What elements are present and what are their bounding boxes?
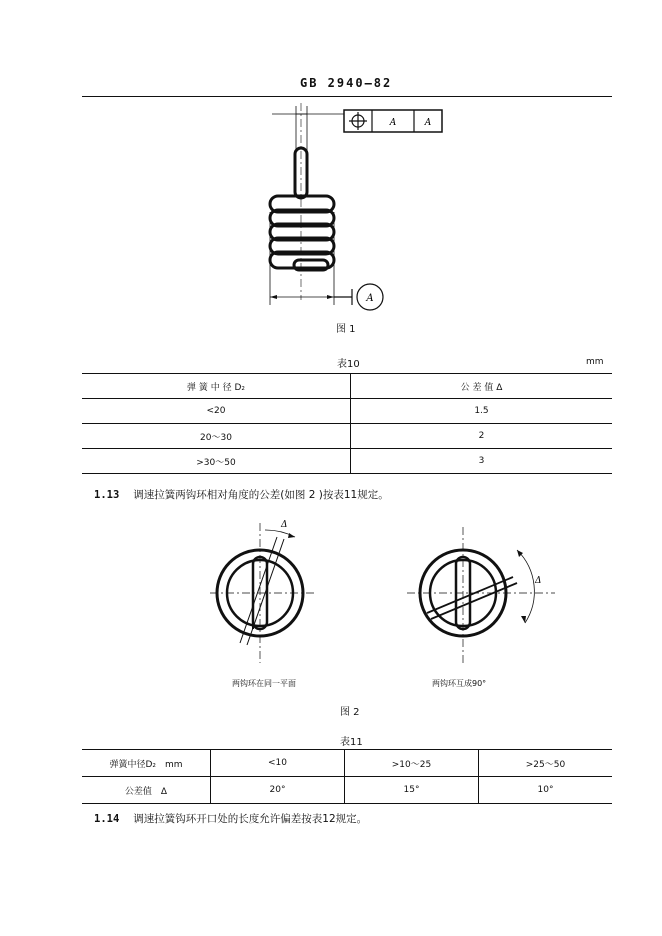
section-1-13: [94, 487, 389, 502]
figure-1-spring-drawing: [240, 100, 450, 315]
table-row: [82, 449, 612, 474]
table-cell: >25～50: [479, 750, 613, 777]
position-icon: [349, 112, 367, 130]
frame-datum: A: [424, 118, 432, 128]
table-cell: 3: [351, 449, 613, 474]
table-cell: 15°: [345, 777, 479, 804]
table-cell: 20～30: [82, 424, 351, 449]
figure-2-hook-angle-drawing: [195, 515, 575, 690]
table-10-unit: mm: [586, 357, 604, 367]
table-cell: 2: [351, 424, 613, 449]
table-cell: 弹簧中径D₂ mm: [82, 750, 211, 777]
table-cell: <20: [82, 399, 351, 424]
column-header-tolerance: 公 差 值 Δ: [351, 374, 613, 399]
table-row: [82, 777, 612, 804]
frame-value: A: [389, 118, 397, 128]
table-11-title: 表11: [340, 737, 363, 748]
table-row: [82, 399, 612, 424]
section-text: 调速拉簧钩环开口处的长度允许偏差按表12规定。: [133, 813, 368, 825]
table-cell: <10: [211, 750, 345, 777]
figure-1-caption: 图 1: [336, 324, 356, 335]
table-cell: 公差值 Δ: [82, 777, 211, 804]
angle-label-right: Δ: [535, 576, 542, 586]
table-10-title: 表10: [337, 359, 360, 370]
page-header: GB 2940—82: [300, 76, 393, 90]
table-cell: 10°: [479, 777, 613, 804]
hooks-same-plane-view: [210, 520, 315, 663]
tolerance-frame: [344, 110, 442, 132]
table-11: [82, 749, 612, 804]
figure-2-left-label: 两钩环在同一平面: [232, 679, 296, 688]
table-cell: 1.5: [351, 399, 613, 424]
section-1-14: [94, 811, 367, 826]
table-row: [82, 424, 612, 449]
hooks-90-degree-view: [407, 527, 555, 663]
section-number: 1.14: [94, 813, 120, 825]
table-cell: 20°: [211, 777, 345, 804]
header-rule: [82, 96, 612, 97]
angle-label-left: Δ: [281, 520, 288, 530]
figure-2-caption: 图 2: [340, 707, 360, 718]
table-cell: >30～50: [82, 449, 351, 474]
table-10: [82, 373, 612, 474]
table-row: [82, 750, 612, 777]
datum-label: A: [366, 293, 374, 304]
figure-2-right-label: 两钩环互成90°: [432, 679, 487, 688]
column-header-d2: 弹 簧 中 径 D₂: [82, 374, 351, 399]
table-cell: >10～25: [345, 750, 479, 777]
section-text: 调速拉簧两钩环相对角度的公差(如图 2 )按表11规定。: [133, 489, 389, 501]
spring-coils: [270, 196, 334, 270]
section-number: 1.13: [94, 489, 120, 501]
table-header-row: [82, 374, 612, 399]
